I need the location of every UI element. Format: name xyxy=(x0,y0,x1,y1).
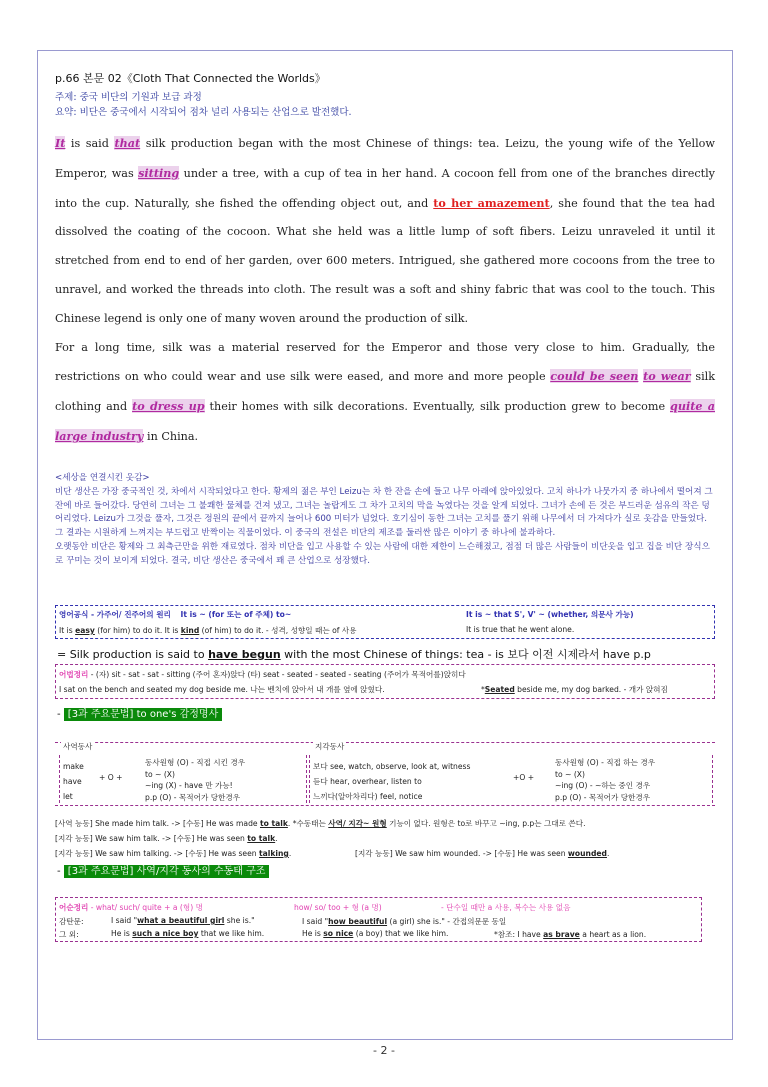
box1-example-1: It is easy (for him) to do it. It is kind (of him) to do it. - 성격, 성향일 때는 of 사용 xyxy=(59,626,357,635)
perception-plus-o: +O + xyxy=(513,773,535,782)
box2-example-2: *Seated beside me, my dog barked. - 개가 앉혀짐 xyxy=(481,685,668,694)
box3-row1-example-1: I said "what a beautiful girl she is." xyxy=(111,916,255,925)
highlighted-phrase: could be seen xyxy=(550,369,639,384)
perception-heading: 지각동사 xyxy=(315,742,345,751)
passage-text: silk production began with the most Chinese of things: tea. Leizu, the young wife of the Yellow Emperor, was xyxy=(55,137,715,180)
highlighted-phrase: to dress up xyxy=(132,399,205,414)
box3-row2-example-1: He is such a nice boy that we like him. xyxy=(111,929,265,938)
translation-title: <세상을 연결시킨 옷감> xyxy=(55,473,150,483)
page-number: - 2 - xyxy=(373,1044,395,1057)
highlighted-phrase: It xyxy=(55,136,66,150)
perception-verbs: 보다 see, watch, observe, look at, witness 듣다 hear, overhear, listen to 느끼다(알아차리다) feel, notice xyxy=(313,762,471,801)
grammar-box-word-order xyxy=(55,897,702,942)
box1-head-formula: It is ~ (for 또는 of 주체) to~ xyxy=(180,610,292,619)
box2-head-title: 어법정리 xyxy=(59,670,89,679)
box2-header: 어법정리 - (자) sit - sat - sat - sitting (주어 혼자)앉다 (타) seat - seated - seated - seating (주어가 목적어를)앉히다 xyxy=(59,670,466,679)
box1-head-formula-2: It is ~ that S', V' ~ (whether, 의문사 가능) xyxy=(466,610,634,619)
korean-translation xyxy=(55,472,715,569)
translation-paragraph-2: 오랫동안 비단은 황제와 그 최측근만을 위한 재료였다. 점차 비단을 입고 사용할 수 있는 사람에 대한 제한이 느슨해졌고, 점점 더 많은 사람들이 비단옷을 입고 집을 비단 장식으로 꾸미는 것이 보이게 되었다. 결국, 비단 생산은 중국에서 꽤 큰 산업으로 성장했다. xyxy=(55,541,710,566)
box3-row1-label: 감탄문: xyxy=(59,917,84,926)
box3-head-formula-2: how/ so/ too + 형 (a 명) xyxy=(294,903,382,912)
note-perception-passive-1: [지각 능동] We saw him talk. -> [수동] He was seen to talk. xyxy=(55,834,278,843)
note-perception-passive-3: [지각 능동] We saw him wounded. -> [수동] He was seen wounded. xyxy=(355,849,610,858)
grammar-box-dummy-subject xyxy=(55,605,715,639)
highlighted-phrase: that xyxy=(114,136,141,150)
box3-head-note: - 단수일 때만 a 사용, 복수는 사용 없음 xyxy=(441,903,571,912)
box3-row2-label: 그 외: xyxy=(59,930,79,939)
causative-verbs: make have let xyxy=(63,762,84,801)
passage-text: For a long time, silk was a material reserved for the Emperor and those very close to him. Gradually, the restrictions on who could wear and use silk were eased, and more and more people xyxy=(55,340,715,384)
passage-text: under a tree, with a cup of tea in her hand. A cocoon fell from one of the branches directly into the cup. Naturally, she fished the offending object out, and xyxy=(55,166,715,210)
box3-header: 어순정리 - what/ such/ quite + a (형) 명 xyxy=(59,903,203,912)
grammar-tag-emotion-noun: - [3과 주요문법] to one's 감정명사 xyxy=(57,705,222,720)
topic-text: 주제: 중국 비단의 기원과 보급 과정 xyxy=(55,92,202,103)
grammar-tag-passive-structure: - [3과 주요문법] 사역/지각 동사의 수동태 구조 xyxy=(57,862,269,877)
causative-heading: 사역동사 xyxy=(63,742,93,751)
tense-note: = Silk production is said to have begun with the most Chinese of things: tea - is 보다 이전 시제라서 have p.p xyxy=(57,648,651,661)
summary-text: 요약: 비단은 중국에서 시작되어 점차 널리 사용되는 산업으로 발전했다. xyxy=(55,107,352,118)
english-passage xyxy=(55,129,715,452)
passage-text: their homes with silk decorations. Eventually, silk production grew to become xyxy=(204,400,671,414)
passage-text: silk clothing and xyxy=(55,370,716,414)
page-title xyxy=(55,70,352,118)
note-causative-passive: [사역 능동] She made him talk. -> [수동] He was made to talk. *수동태는 사역/ 지각~ 원형 기능이 없다. 원형은 to로 바꾸고 ~ing, p.p는 그대로 쓴다. xyxy=(55,819,586,828)
note-perception-passive-2: [지각 능동] We saw him talking. -> [수동] He was seen talking. xyxy=(55,849,292,858)
passage-text: , she found that the tea had dissolved the coating of the cocoon. What she held was a little lump of soft fibers. Leizu unraveled it until it stretched from end to end of her garden, over 600 meters. Intrigued, she gathered more cocoons from the tree to unravel, and worked the threads into cloth. The result was a soft and shiny fabric that was cool to the touch. This Chinese legend is only one of many woven around the production of silk. xyxy=(55,196,716,325)
box3-row1-example-2: I said "how beautiful (a girl) she is." - 간접의문문 동일 xyxy=(302,917,507,926)
passage-text: in China. xyxy=(143,429,199,443)
causative-perception-table xyxy=(55,742,715,806)
box2-example-1: I sat on the bench and seated my dog beside me. 나는 벤치에 앉아서 내 개를 옆에 앉혔다. xyxy=(59,685,385,694)
passage-paragraph-2 xyxy=(55,334,715,452)
title-text: p.66 본문 02《Cloth That Connected the Worlds》 xyxy=(55,72,326,85)
highlighted-phrase: sitting xyxy=(138,165,180,180)
box1-head-title: 영어공식 - 가주어/ 진주어의 원리 xyxy=(59,610,171,619)
causative-plus-o: + O + xyxy=(99,773,123,782)
box1-header xyxy=(59,609,291,620)
box1-example-2: It is true that he went alone. xyxy=(466,625,575,634)
grammar-box-sit-seat xyxy=(55,664,715,699)
perception-forms: 동사원형 (O) - 직접 하는 경우 to ~ (X) ~ing (O) - ~하는 중인 경우 p.p (O) - 목적어가 당한경우 xyxy=(555,758,656,802)
box3-row2-example-2: He is so nice (a boy) that we like him. xyxy=(302,929,449,938)
translation-paragraph-1: 비단 생산은 가장 중국적인 것, 차에서 시작되었다고 한다. 황제의 젊은 부인 Leizu는 차 한 잔을 손에 들고 나무 아래에 앉아있었다. 고치 하나가 나뭇가지 중 하나에서 떨어져 그 잔에 바로 들어갔다. 당연히 그녀는 그 불쾌한 물체를 건져 냈고, 그녀는 놀랍게도 그 차가 고치의 막을 녹였다는 것을 알게 되었다. 그녀가 손에 든 것은 부드러운 섬유의 작은 덩어리였다. Leizu가 그것을 풀자, 그것은 정원의 끝에서 끝까지 늘어나 600 미터가 넘었다. 호기심이 동한 그녀는 고치를 풀기 위해 나무에서 더 가져다가 실로 옷감을 만들었다. 그 결과는 시원하게 느껴지는 부드럽고 반짝이는 직물이었다. 이 중국의 전설은 비단의 제조를 둘러싼 많은 이야기 중 하나에 불과하다. xyxy=(55,486,713,539)
passage-paragraph-1 xyxy=(55,129,715,334)
box3-row2-example-3: *참조: I have as brave a heart as a lion. xyxy=(494,930,647,939)
highlighted-phrase: quite a large industry xyxy=(55,399,716,443)
red-highlighted-phrase: to her amazement xyxy=(433,195,550,210)
passage-text: is said xyxy=(65,137,115,150)
causative-forms: 동사원형 (O) - 직접 시킨 경우 to ~ (X) ~ing (X) - have 만 가능! p.p (O) - 목적어가 당한경우 xyxy=(145,758,246,802)
box3-head-title: 어순정리 xyxy=(59,903,89,912)
highlighted-phrase: to wear xyxy=(643,369,691,384)
